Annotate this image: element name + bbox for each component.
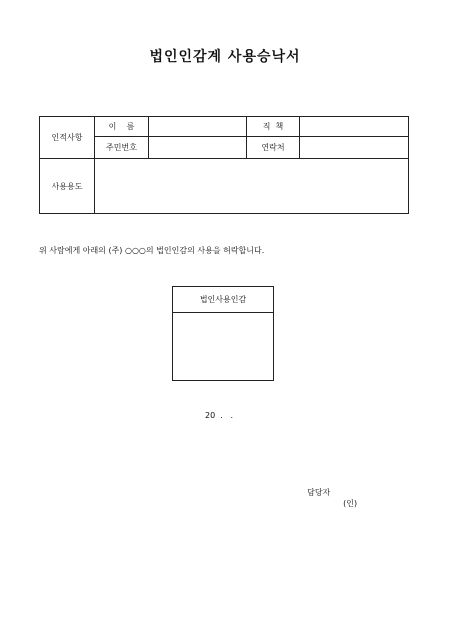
seal-stamp-area[interactable] xyxy=(173,313,273,380)
personal-info-table xyxy=(39,116,409,214)
usage-field[interactable] xyxy=(95,159,409,214)
document-title: 법인인감계 사용승낙서 xyxy=(149,49,301,65)
seal-mark: (인) xyxy=(343,499,358,508)
position-label: 직 책 xyxy=(247,117,300,137)
personal-info-label: 인적사항 xyxy=(40,117,95,159)
signer-label: 담당자 xyxy=(307,488,331,497)
position-field[interactable] xyxy=(300,117,409,137)
seal-box-label: 법인사용인감 xyxy=(173,287,273,313)
contact-field[interactable] xyxy=(300,137,409,159)
signer-line xyxy=(302,478,357,509)
name-field[interactable] xyxy=(149,117,247,137)
usage-label: 사용용도 xyxy=(40,159,95,214)
id-number-field[interactable] xyxy=(149,137,247,159)
corporate-seal-box xyxy=(172,286,274,381)
consent-sentence: 위 사람에게 아래의 (주) ○○○의 법인인감의 사용을 허락합니다. xyxy=(39,246,265,255)
contact-label: 연락처 xyxy=(247,137,300,159)
id-number-label: 주민번호 xyxy=(95,137,149,159)
date-line: 20 . . xyxy=(205,411,233,420)
name-label: 이 름 xyxy=(95,117,149,137)
